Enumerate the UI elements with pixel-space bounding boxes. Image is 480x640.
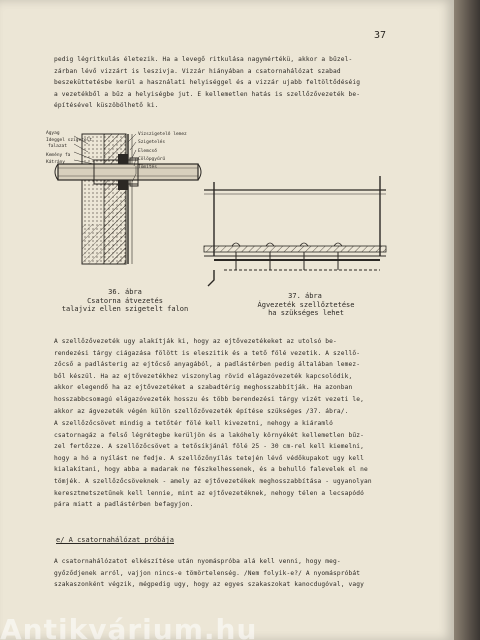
fig36-label-9: Tömítés xyxy=(138,165,157,170)
fig36-label-0: Agyag xyxy=(46,131,60,136)
figure-36-number: 36. ábra xyxy=(108,288,142,296)
fig36-label-6: Szigetelés xyxy=(138,140,166,145)
paragraph-pressure-test: A csatornahálózatot elkészítése után nyomáspróba alá kell venni, hogy meg- győződjenek arról, vajjon nincs-e tömörtelenség. /Nem folyik-e?/ A nyomáspróbát szakaszonként végzik, mégpedig ugy, hogy az egyes szakaszokat kanocdugóval, vagy xyxy=(54,558,365,589)
fig36-label-4: Kátrány xyxy=(46,160,65,165)
figure-36-drawing xyxy=(44,124,204,274)
fig36-label-2: falazat xyxy=(48,144,67,149)
figure-37-caption-line2: ha szükséges lehet xyxy=(268,309,344,317)
paragraph-vent-placement: A szellőzőcsövet mindig a tetőtér fölé kell kivezetni, nehogy a kiáramló csatornagáz a felső légrétegbe kerüljön és a lakóhely környékét kellemetlen bűz- zel fertőzze. A szellőzőcsövet a tetősíkjánál fölé 25 - 30 cm-rel kell kiemelni, hogy a hó a nyílást ne fedje. A szellőzőnyílás tetején lévő védőkupakot ugy kell kialakítani, hogy abba a madarak ne fészkelhessenek, és a behulló falevelek el ne tömjék. A szellőzőcsöveknek - amely az ejtővezetékek meghosszabbítása - ugyanolyan keresztmetszetűnek kell lennie, mint az ejtővezetéknek, nehogy télen a lecsapódó pára miatt a padlástérben befagyjon. xyxy=(54,420,372,509)
fig36-label-3: Kemény fa xyxy=(46,153,71,158)
fig36-label-7: Elemcső xyxy=(138,149,157,154)
figure-37-number: 37. ábra xyxy=(288,292,322,300)
figure-36-caption-line1: Csatorna átvezetés xyxy=(87,297,163,305)
fig36-label-5: Vízszigetelő lemez xyxy=(138,132,187,137)
figure-37-drawing xyxy=(204,176,394,286)
book-edge xyxy=(454,0,480,640)
fig36-label-8: Cölöpgyűrű xyxy=(138,157,166,162)
figure-37-caption-line1: Ágvezeték szellőztetése xyxy=(257,301,355,309)
figure-36-caption-line2: talajviz ellen szigetelt falon xyxy=(61,305,189,313)
watermark-text: Antikvárium.hu xyxy=(0,616,258,640)
paragraph-intro: pedig légritkulás életezik. Ha a levegő ritkulása nagymértékü, akkor a bűzel- zárban lévő vizzárt is leszivja. Vizzár hiányában a csatornahálózat szabad beszeküttetésbe kerül a használati helyiséggel és a vizzár ujabb feltöltődéséig a vezetékből a bűz a helyiségbe jut. E kellemetlen hatás is szellőzővezeték be- építésével küszöbölhető ki. xyxy=(54,56,361,110)
paragraph-vent-construction: A szellőzővezeték ugy alakítják ki, hogy az ejtővezetékeket az utolsó be- rendezési tárgy ciágazása fölött is eleszitik és a tető fölé vezetik. A szellő- zőcső a padlásterig az ejtőcső anyagából, a padlástérben pedig általában lemez- ből készül. Ha az ejtővezetékhez viszonylag rövid elágazóvezeték kapcsolódik, akkor elegendő ha az ejtővezetéket a szabadtérig meghosszabbítják. Ha azonban hosszabbcsomagú elágazóvezeték hosszu és több berendezési tárgy vizét vezeti le, akkor az ágvezeték végén külön szellőzővezeték építése szükséges /37. ábra/. xyxy=(54,338,365,415)
fig36-label-1: Ideggel szigetelt xyxy=(46,138,93,143)
section-heading: e/ A csatornahálózat próbája xyxy=(56,536,175,544)
page-number: 37 xyxy=(374,30,387,41)
